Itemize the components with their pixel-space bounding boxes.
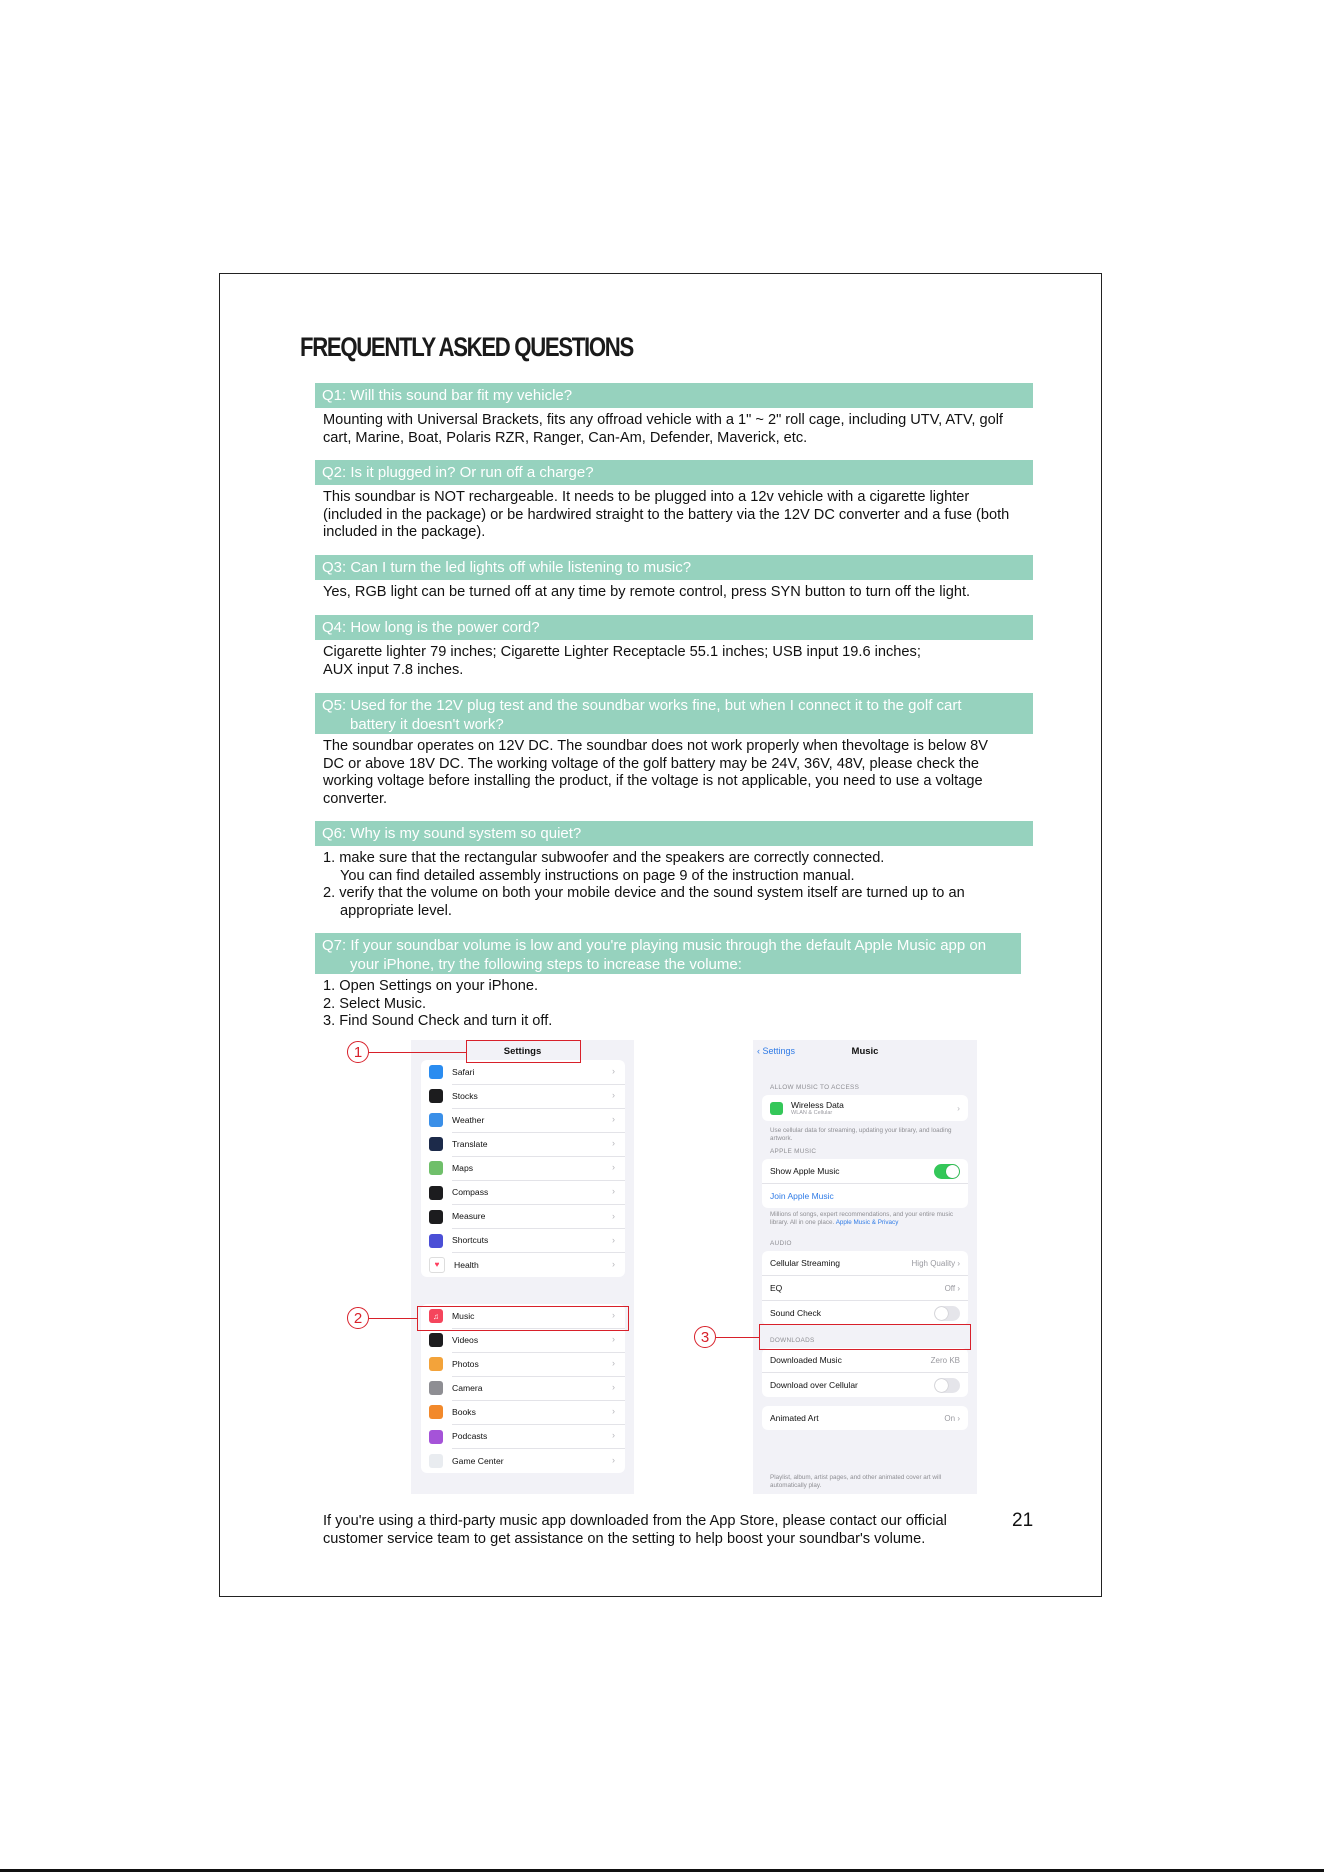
downloads-group: [762, 1348, 968, 1397]
chevron-right-icon: ›: [612, 1406, 615, 1417]
list-item-subtext: You can find detailed assembly instructions on page 9 of the instruction manual.: [340, 867, 855, 884]
music-settings-screenshot: [753, 1040, 977, 1494]
question-bar-q4: [315, 615, 1033, 640]
answer-line-1: Cigarette lighter 79 inches; Cigarette Lighter Receptacle 55.1 inches; USB input 19.6 inches;: [323, 644, 921, 660]
section-header: AUDIO: [770, 1240, 792, 1247]
show-apple-music-toggle[interactable]: [934, 1164, 960, 1179]
eq-label: EQ: [770, 1283, 783, 1293]
chevron-right-icon: ›: [612, 1090, 615, 1101]
callout-line: [369, 1052, 466, 1053]
section-header: DOWNLOADS: [770, 1337, 815, 1344]
question-line-1: Q7: If your soundbar volume is low and you're playing music through the default Apple Music app on: [322, 937, 987, 954]
answer-line-2: AUX input 7.8 inches.: [323, 661, 464, 678]
sound-check-row: [762, 1301, 968, 1325]
settings-row-stocks[interactable]: [421, 1084, 625, 1108]
step-1: 1. Open Settings on your iPhone.: [323, 978, 538, 994]
settings-row-measure[interactable]: [421, 1205, 625, 1229]
settings-row-game-center[interactable]: [421, 1449, 625, 1473]
question-text: Q4: How long is the power cord?: [322, 619, 540, 636]
settings-row-safari[interactable]: [421, 1060, 625, 1084]
question-line-1: Q5: Used for the 12V plug test and the soundbar works fine, but when I connect it to the golf cart: [322, 697, 962, 714]
settings-row-books[interactable]: [421, 1400, 625, 1424]
cellular-streaming-row[interactable]: [762, 1251, 968, 1276]
settings-row-label: Safari: [452, 1060, 625, 1085]
step-2: 2. Select Music.: [323, 995, 427, 1012]
cellular-streaming-label: Cellular Streaming: [770, 1258, 840, 1268]
audio-group: [762, 1251, 968, 1325]
tv-icon: [429, 1333, 443, 1347]
eq-row[interactable]: [762, 1276, 968, 1301]
highlight-settings-title: [466, 1040, 581, 1063]
join-apple-music-row[interactable]: [762, 1184, 968, 1208]
animated-art-label: Animated Art: [770, 1413, 819, 1423]
list-item: [323, 885, 1013, 920]
list-item-text: 2. verify that the volume on both your mobile device and the sound system itself are turned up to an appropriate level.: [323, 885, 965, 919]
chevron-right-icon: ›: [612, 1382, 615, 1393]
chevron-right-icon: ›: [612, 1138, 615, 1149]
stocks-icon: [429, 1089, 443, 1103]
settings-row-label: Compass: [452, 1180, 625, 1205]
question-bar-q5: [315, 693, 1033, 734]
wireless-data-label: Wireless Data: [791, 1100, 844, 1110]
callout-line: [716, 1337, 759, 1338]
nav-bar: [753, 1040, 977, 1064]
step-3: 3. Find Sound Check and turn it off.: [323, 1013, 553, 1030]
chevron-right-icon: ›: [612, 1454, 615, 1465]
settings-group-apps: [421, 1060, 625, 1277]
question-text: Q3: Can I turn the led lights off while listening to music?: [322, 559, 692, 576]
settings-row-label: Game Center: [452, 1455, 504, 1466]
callout-3: 3: [694, 1326, 716, 1348]
settings-row-label: Health: [454, 1259, 479, 1270]
join-apple-music-link[interactable]: Join Apple Music: [770, 1191, 834, 1201]
question-bar-q6: [315, 821, 1033, 846]
chevron-right-icon: ›: [957, 1103, 960, 1113]
question-text: Q6: Why is my sound system so quiet?: [322, 825, 582, 842]
callout-line: [369, 1318, 417, 1319]
settings-row-label: Photos: [452, 1352, 625, 1377]
animated-art-value: On: [944, 1413, 956, 1423]
antenna-icon: [770, 1102, 783, 1115]
settings-row-videos[interactable]: [421, 1328, 625, 1352]
maps-icon: [429, 1161, 443, 1175]
millions-note: [770, 1211, 965, 1227]
books-icon: [429, 1405, 443, 1419]
download-over-cellular-toggle[interactable]: [934, 1378, 960, 1393]
chevron-right-icon: ›: [957, 1283, 960, 1293]
health-icon: ♥: [429, 1257, 445, 1273]
safari-icon: [429, 1065, 443, 1079]
question-bar-q2: [315, 460, 1033, 485]
answer-q2: [323, 489, 1013, 542]
game-center-icon: [429, 1454, 443, 1468]
answer-q7: [323, 978, 1013, 1031]
music-title: Music: [851, 1046, 879, 1057]
callout-2: 2: [347, 1307, 369, 1329]
photos-icon: [429, 1357, 443, 1371]
wireless-data-row[interactable]: [762, 1095, 968, 1121]
cellular-note: Use cellular data for streaming, updating your library, and loading artwork.: [770, 1127, 952, 1142]
settings-row-label: Music: [452, 1304, 625, 1329]
settings-row-label: Stocks: [452, 1084, 625, 1109]
answer-text: This soundbar is NOT rechargeable. It needs to be plugged into a 12v vehicle with a cigarette lighter (included in the package) or be hardwired straight to the battery via the 12V DC converter and a fuse (both included in the package).: [323, 489, 1010, 541]
translate-icon: [429, 1137, 443, 1151]
settings-row-label: Weather: [452, 1108, 625, 1133]
chevron-right-icon: ›: [612, 1114, 615, 1125]
chevron-right-icon: ›: [612, 1162, 615, 1173]
back-label: Settings: [762, 1046, 796, 1056]
answer-q4: [323, 644, 1013, 679]
question-line-2: your iPhone, try the following steps to increase the volume:: [350, 956, 742, 973]
settings-row-weather[interactable]: [421, 1108, 625, 1132]
question-bar-q1: [315, 383, 1033, 408]
page-title: FREQUENTLY ASKED QUESTIONS: [300, 332, 633, 362]
camera-icon: [429, 1381, 443, 1395]
section-header: APPLE MUSIC: [770, 1148, 817, 1155]
compass-icon: [429, 1186, 443, 1200]
apple-music-group: [762, 1159, 968, 1208]
settings-title: Settings: [503, 1046, 542, 1057]
chevron-right-icon: ›: [612, 1310, 615, 1320]
answer-q1: [323, 412, 1013, 447]
settings-row-label: Podcasts: [452, 1424, 625, 1449]
download-over-cellular-label: Download over Cellular: [770, 1380, 858, 1390]
chevron-right-icon: ›: [957, 1413, 960, 1423]
highlight-music-row: [417, 1306, 629, 1331]
settings-screenshot: [411, 1040, 634, 1494]
cellular-streaming-value: High Quality: [911, 1258, 956, 1268]
settings-row-label: Translate: [452, 1132, 625, 1157]
note-text: Millions of songs, expert recommendations, and your entire music library. All in one place.: [770, 1211, 954, 1226]
list-item: [323, 850, 1013, 885]
download-over-cellular-row: [762, 1373, 968, 1397]
chevron-right-icon: ›: [612, 1186, 615, 1197]
settings-row-label: Videos: [452, 1328, 625, 1353]
animated-note: Playlist, album, artist pages, and other animated cover art will automatically play.: [770, 1474, 942, 1489]
animated-art-group: [762, 1406, 968, 1430]
question-text: Q2: Is it plugged in? Or run off a charge?: [322, 464, 594, 481]
chevron-right-icon: ›: [612, 1066, 615, 1076]
animated-art-row[interactable]: [762, 1406, 968, 1430]
section-header: ALLOW MUSIC TO ACCESS: [770, 1084, 860, 1091]
settings-row-shortcuts[interactable]: [421, 1229, 625, 1253]
answer-q6: [323, 850, 1013, 920]
weather-icon: [429, 1113, 443, 1127]
answer-text: Mounting with Universal Brackets, fits any offroad vehicle with a 1" ~ 2" roll cage, including UTV, ATV, golf cart, Marine, Boat, Polaris RZR, Ranger, Can-Am, Defender, Maverick, etc.: [323, 412, 1003, 446]
settings-row-label: Shortcuts: [452, 1228, 625, 1253]
downloaded-music-label: Downloaded Music: [770, 1355, 842, 1365]
chevron-right-icon: ›: [612, 1358, 615, 1369]
wireless-data-sub: WLAN & Cellular: [791, 1110, 833, 1116]
shortcuts-icon: [429, 1234, 443, 1248]
podcasts-icon: [429, 1430, 443, 1444]
chevron-left-icon: ‹: [757, 1046, 763, 1056]
settings-row-podcasts[interactable]: [421, 1424, 625, 1448]
settings-row-label: Camera: [452, 1376, 625, 1401]
answer-text: The soundbar operates on 12V DC. The soundbar does not work properly when thevoltage is below 8V DC or above 18V DC. The working voltage of the golf battery may be 24V, 36V, 48V, please check the working voltage before installing the product, if the voltage is not applicable, you need to use a voltage converter.: [323, 738, 988, 807]
settings-row-photos[interactable]: [421, 1352, 625, 1376]
footer-note: If you're using a third-party music app downloaded from the App Store, please contact our official customer service team to get assistance on the setting to help boost your soundbar's volume.: [323, 1513, 947, 1547]
settings-row-label: Maps: [452, 1156, 625, 1181]
question-text: Q1: Will this sound bar fit my vehicle?: [322, 387, 573, 404]
highlight-sound-check-row: [759, 1324, 971, 1350]
chevron-right-icon: ›: [612, 1430, 615, 1441]
settings-row-compass[interactable]: [421, 1180, 625, 1204]
question-line-2: battery it doesn't work?: [350, 716, 504, 733]
sound-check-toggle[interactable]: [934, 1306, 960, 1321]
answer-q5: [323, 738, 1013, 808]
show-apple-music-row: [762, 1159, 968, 1184]
measure-icon: [429, 1210, 443, 1224]
answer-text: Yes, RGB light can be turned off at any time by remote control, press SYN button to turn off the light.: [323, 584, 971, 600]
question-bar-q3: [315, 555, 1033, 580]
downloaded-music-row[interactable]: [762, 1348, 968, 1373]
page-number: 21: [1012, 1510, 1034, 1531]
question-bar-q7: [315, 933, 1021, 974]
privacy-link[interactable]: Apple Music & Privacy: [835, 1219, 899, 1226]
chevron-right-icon: ›: [612, 1234, 615, 1245]
downloaded-music-value: Zero KB: [930, 1355, 960, 1365]
show-apple-music-label: Show Apple Music: [770, 1166, 840, 1176]
chevron-right-icon: ›: [612, 1258, 615, 1269]
settings-row-health[interactable]: [421, 1253, 625, 1277]
list-item-text: 1. make sure that the rectangular subwoofer and the speakers are correctly connected.: [323, 850, 885, 866]
allow-group: [762, 1095, 968, 1121]
settings-row-maps[interactable]: [421, 1156, 625, 1180]
callout-1: 1: [347, 1041, 369, 1063]
settings-row-label: Measure: [452, 1204, 625, 1229]
chevron-right-icon: ›: [957, 1258, 960, 1268]
chevron-right-icon: ›: [612, 1210, 615, 1221]
answer-q3: [323, 584, 1013, 602]
settings-row-camera[interactable]: [421, 1376, 625, 1400]
eq-value: Off: [944, 1283, 956, 1293]
music-icon: ♫: [429, 1309, 443, 1323]
settings-row-label: Books: [452, 1400, 625, 1425]
chevron-right-icon: ›: [612, 1334, 615, 1345]
settings-row-translate[interactable]: [421, 1132, 625, 1156]
sound-check-label: Sound Check: [770, 1308, 822, 1318]
